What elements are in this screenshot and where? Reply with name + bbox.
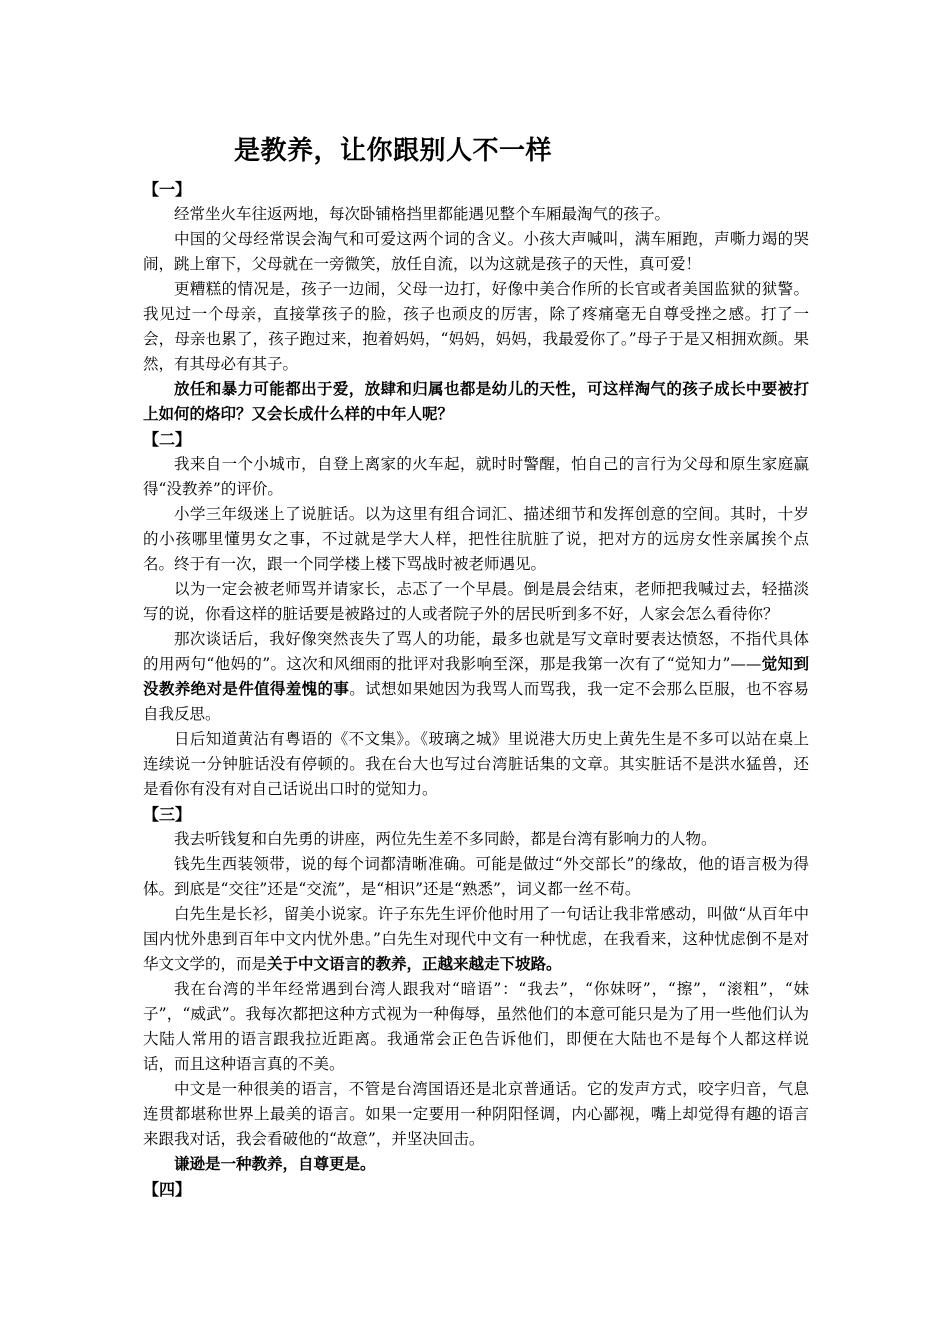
paragraph-text: 那次谈话后，我好像突然丧失了骂人的功能，最多也就是写文章时要表达愤怒，不指代具体的用两句“他妈的”。这次和风细雨的批评对我影响至深，那是我第一次有了“觉知力”—— [143,630,809,673]
emphasis-text: 关于中文语言的教养，正越来越走下坡路。 [267,955,562,973]
page-title: 是教养，让你跟别人不一样 [234,136,553,166]
paragraph: 日后知道黄沾有粤语的《不文集》。《玻璃之城》里说港大历史上黄先生是不多可以站在桌上连续说一分钟脏话没有停顿的。我在台大也写过台湾脏话集的文章。其实脏话不是洪水猛兽，还是看你有没有对自己话说出口时的觉知力。 [143,730,809,798]
paragraph: 以为一定会被老师骂并请家长，忐忑了一个早晨。倒是晨会结束，老师把我喊过去，轻描淡写的说，你看这样的脏话要是被路过的人或者院子外的居民听到多不好，人家会怎么看待你？ [143,580,809,623]
paragraph: 小学三年级迷上了说脏话。以为这里有组合词汇、描述细节和发挥创意的空间。其时，十岁的小孩哪里懂男女之事，不过就是学大人样，把性往肮脏了说，把对方的远房女性亲属挨个点名。终于有一次，跟一个同学楼上楼下骂战时被老师遇见。 [143,505,809,573]
paragraph-text: 。试想如果她因为我骂人而骂我，我一定不会那么臣服，也不容易自我反思。 [143,680,809,723]
section-heading-3: 【三】 [143,805,192,824]
emphasis-text: 觉知到没教养绝对是件值得羞愧的事 [143,655,809,698]
paragraph: 我在台湾的半年经常遇到台湾人跟我对“暗语”：“我去”，“你妹呀”，“擦”，“滚粗”，“妹子”，“威武”。我每次都把这种方式视为一种侮辱，虽然他们的本意可能只是为了用一些他们认为大陆人常用的语言跟我拉近距离。我通常会正色告诉他们，即便在大陆也不是每个人都这样说话，而且这种语言真的不美。 [143,980,809,1073]
paragraph: 中文是一种很美的语言，不管是台湾国语还是北京普通话。它的发声方式，咬字归音，气息连贯都堪称世界上最美的语言。如果一定要用一种阴阳怪调，内心鄙视，嘴上却觉得有趣的语言来跟我对话，我会看破他的“故意”，并坚决回击。 [143,1080,809,1148]
section-heading-4: 【四】 [143,1180,192,1199]
article-body [143,177,809,1202]
paragraph: 更糟糕的情况是，孩子一边闹，父母一边打，好像中美合作所的长官或者美国监狱的狱警。我见过一个母亲，直接掌孩子的脸，孩子也顽皮的厉害，除了疼痛毫无自尊受挫之感。打了一会，母亲也累了，孩子跑过来，抱着妈妈，“妈妈，妈妈，我最爱你了。”母子于是又相拥欢颜。果然，有其母必有其子。 [143,280,809,373]
section-heading-1: 【一】 [143,180,192,199]
bold-paragraph: 放任和暴力可能都出于爱，放肆和归属也都是幼儿的天性，可这样淘气的孩子成长中要被打上如何的烙印？又会长成什么样的中年人呢？ [143,380,809,423]
paragraph: 我来自一个小城市，自登上离家的火车起，就时时警醒，怕自己的言行为父母和原生家庭赢得“没教养”的评价。 [143,455,809,498]
section-heading-2: 【二】 [143,430,192,449]
paragraph: 我去听钱复和白先勇的讲座，两位先生差不多同龄，都是台湾有影响力的人物。 [174,830,717,848]
paragraph-text: 白先生是长衫，留美小说家。许子东先生评价他时用了一句话让我非常感动，叫做“从百年中国内忧外患到百年中文内忧外患。”白先生对现代中文有一种忧虑，在我看来，这种忧虑倒不是对华文文学的，而是 [143,905,809,973]
paragraph: 经常坐火车往返两地，每次卧铺格挡里都能遇见整个车厢最淘气的孩子。 [174,205,671,223]
paragraph: 钱先生西装领带，说的每个词都清晰准确。可能是做过“外交部长”的缘故，他的语言极为得体。到底是“交往”还是“交流”，是“相识”还是“熟悉”，词义都一丝不苟。 [143,855,809,898]
paragraph-with-emphasis [143,627,809,727]
paragraph-with-emphasis [143,902,809,977]
bold-paragraph: 谦逊是一种教养，自尊更是。 [174,1155,376,1173]
paragraph: 中国的父母经常误会淘气和可爱这两个词的含义。小孩大声喊叫，满车厢跑，声嘶力竭的哭闹，跳上窜下，父母就在一旁微笑，放任自流，以为这就是孩子的天性，真可爱！ [143,230,809,273]
